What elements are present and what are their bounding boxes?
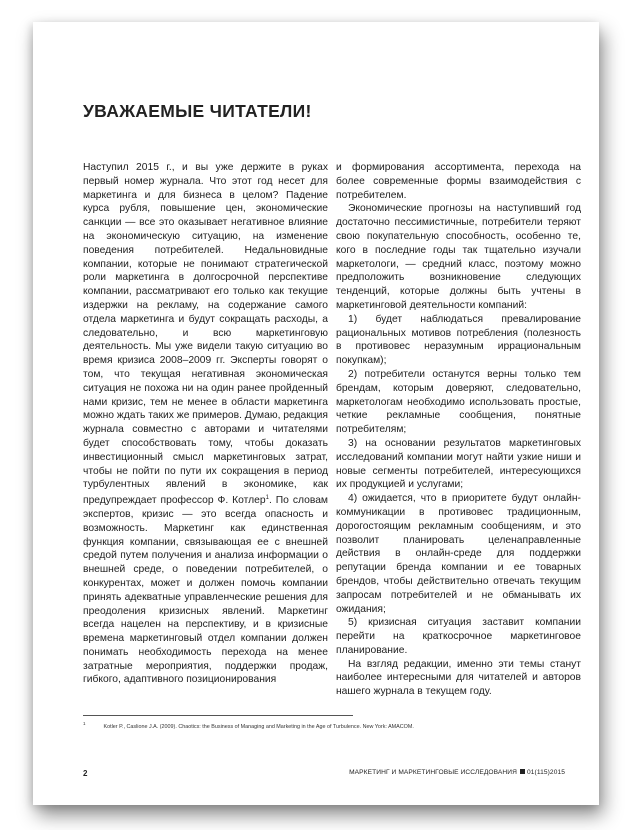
footnote-text: Kotler P., Caslione J.A. (2009). Chaotics: the Business of Managing and Marketing in the Age of Turbulence. New York: AMACOM.: [103, 723, 414, 730]
continued-paragraph: и формирования ассортимента, перехода на более современные формы взаимодействия с потребителем.: [336, 162, 581, 201]
intro-text-part-2: . По словам экспертов, кризис — это всегда опасность и возможность. Маркетинг как единственная функция компании, связывающая ее с внешней средой путем получения и анализа информации о внешней среде, о поведении потребителей, о конкурентах, может и должен помочь компании принять адекватные управленческие решения для преодоления кризисных явлений. Маркетинг всегда нацелен на перспективу, и в кризисные времена маркетинговый отдел компании должен понимать необходимость перехода на менее затратные мероприятия, поддержки продаж, гибкого, адаптивного позиционирования: [83, 495, 328, 686]
right-column: [336, 161, 581, 699]
trend-item-4: 4) ожидается, что в приоритете будут онлайн-коммуникации в противовес традиционным, дорогостоящим рекламным сообщениям, и это позволит планировать целенаправленные действия в онлайн-среде для поддержки репутации бренда компании и ее товарных брендов, чтобы действительно отвечать текущим запросам потребителей и не обманывать их ожидания;: [336, 493, 581, 615]
page-number: 2: [83, 769, 88, 778]
intro-text-part-1: Наступил 2015 г., и вы уже держите в руках первый номер журнала. Что этот год несет для маркетинга и для бизнеса в целом? Падение курса рубля, повышение цен, экономические санкции — все это оказывает негативное влияние на экономическую ситуацию, на изменение поведения потребителей. Недальновидные компании, которые не понимают стратегической роли маркетинга в долгосрочной перспективе компании, рассматривают его только как текущие издержки на рекламу, на содержание самого отдела маркетинга и будут сокращать расходы, а следовательно, и всю маркетинговую деятельность. Мы уже видели такую ситуацию во время кризиса 2008–2009 гг. Эксперты говорят о том, что текущая негативная экономическая ситуация не похожа ни на один ранее пройденный нами кризис, тем не менее в области маркетинга можно ждать таких же примеров. Думаю, редакция журнала совместно с авторами и читателями будет способствовать тому, чтобы доказать инвестиционный смысл маркетинговых затрат, чтобы не пойти по пути их сокращения в период турбулентных явлений в экономике, как предупреждает профессор Ф. Котлер: [83, 162, 328, 507]
forecast-paragraph: Экономические прогнозы на наступивший год достаточно пессимистичные, потребители теряют свою покупательную способность, особенно те, кого в последние годы так тщательно изучали маркетологи, — средний класс, поэтому можно предположить возникновение следующих тенденций, которые должны быть учтены в маркетинговой деятельности компаний:: [336, 203, 581, 311]
trend-item-5: 5) кризисная ситуация заставит компании перейти на краткосрочное маркетинговое планирование.: [336, 617, 581, 656]
journal-name: МАРКЕТИНГ И МАРКЕТИНГОВЫЕ ИССЛЕДОВАНИЯ: [349, 769, 517, 776]
footnote: [83, 721, 414, 730]
trend-item-1: 1) будет наблюдаться превалирование рациональных мотивов потребления (полезность в противовес неразумным иррациональным покупкам);: [336, 313, 581, 367]
trend-item-2: 2) потребители останутся верны только тем брендам, которым доверяют, следовательно, маркетологам необходимо использовать простые, четкие рекламные сообщения, понятные потребителям;: [336, 368, 581, 436]
magazine-page: [33, 22, 599, 805]
journal-footer: [349, 769, 565, 776]
left-column: [83, 161, 328, 687]
closing-paragraph: На взгляд редакции, именно эти темы станут наиболее интересными для читателей и авторов нашего журнала в текущем году.: [336, 658, 581, 698]
trend-item-3: 3) на основании результатов маркетинговых исследований компании могут найти узкие ниши и новые сегменты потребителей, интересующихся их продукцией и услугами;: [336, 437, 581, 491]
footnote-mark: 1: [83, 721, 86, 726]
footnote-reference: 1: [265, 495, 269, 502]
footnote-divider: [83, 715, 353, 716]
intro-paragraph: [83, 161, 328, 687]
page-title: УВАЖАЕМЫЕ ЧИТАТЕЛИ!: [83, 101, 312, 121]
issue-number: 01(115)2015: [526, 769, 565, 776]
square-separator-icon: [520, 769, 525, 774]
